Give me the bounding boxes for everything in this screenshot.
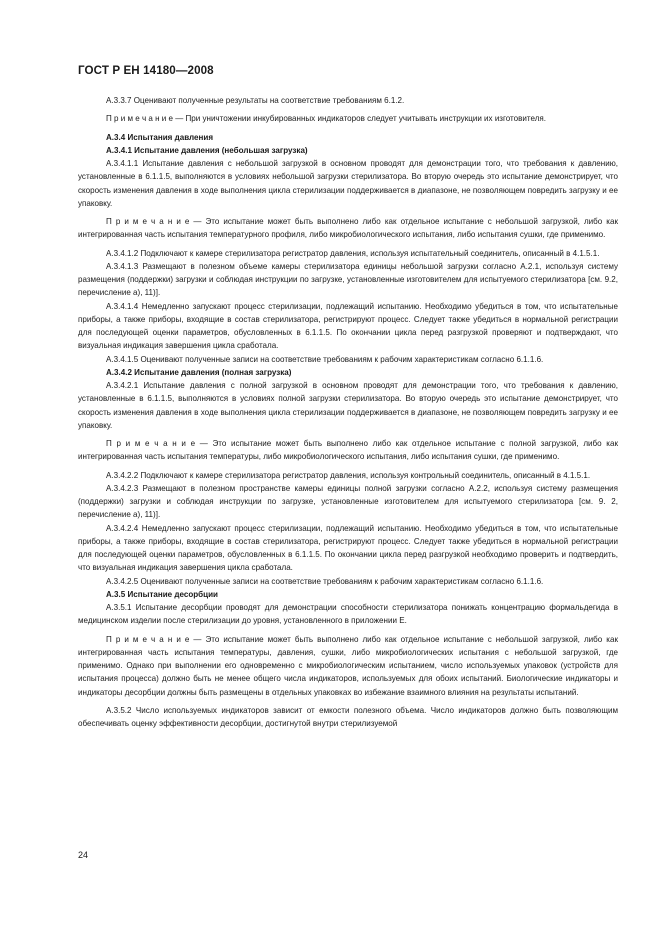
paragraph-a3-4-2-2: А.3.4.2.2 Подключают к камере стерилизатора регистратор давления, используя контрольный соединитель, описанный в 4.1.5.1. <box>106 470 591 480</box>
document-header: ГОСТ Р ЕН 14180—2008 <box>78 64 214 77</box>
paragraph-a3-4-1-3: А.3.4.1.3 Размещают в полезном объеме камеры стерилизатора единицы небольшой загрузки согласно А.2.1, используя систему размещения (поддержки) загрузки и соблюдая инструкции по загрузке, установленные изготовителем для испытуемого стерилизатора [см. 9.2, перечисление а), 11)]. <box>78 261 618 298</box>
section-heading-a3-4: А.3.4 Испытания давления <box>106 132 214 142</box>
note-paragraph: П р и м е ч а н и е — При уничтожении инкубированных индикаторов следует учитывать инструкции их изготовителя. <box>106 114 546 124</box>
note-paragraph: П р и м е ч а н и е — Это испытание может быть выполнено либо как отдельное испытание с небольшой загрузкой, либо как интегрированная часть испытания температурного профиля, либо микробиологического испытания, либо испытания сушки, где применимо. <box>78 217 618 240</box>
note-paragraph: П р и м е ч а н и е — Это испытание может быть выполнено либо как отдельное испытание с небольшой загрузкой, либо как интегрированная часть испытания температуры, давления, сушки, либо микробиологических испытания с небольшой загрузкой, где применимо. Однако при выполнении его одновременно с микробиологическим испытанием, число используемых упаковок (устройств для испытания процесса) должно быть не менее общего числа индикаторов, используемых для обоих испытаний. Биологические индикаторы и индикаторы десорбции должны быть размещены в отдельных упаковках во избежание взаимного влияния на результаты испытаний. <box>78 634 618 697</box>
note-paragraph: П р и м е ч а н и е — Это испытание может быть выполнено либо как отдельное испытание с полной загрузкой, либо как интегрированная часть испытания температуры, либо микробиологического испытания, либо испытания сушки, где применимо. <box>78 439 618 462</box>
paragraph-a3-4-2-3: А.3.4.2.3 Размещают в полезном пространстве камеры единицы полной загрузки согласно А.2.2, используя систему размещения (поддержки) загрузки и соблюдая инструкции по загрузке, установленные изготовителем для испытуемого стерилизатора [см. 9. 2, перечисление а), 11)]. <box>78 483 618 520</box>
paragraph-a3-4-1-5: А.3.4.1.5 Оценивают полученные записи на соответствие требованиям к рабочим характеристикам согласно 6.1.1.6. <box>106 354 544 364</box>
paragraph-a3-4-2-4: А.3.4.2.4 Немедленно запускают процесс стерилизации, подлежащий испытанию. Необходимо убедиться в том, что испытательные приборы, а также приборы, входящие в состав стерилизатора, регистрируют процесс. Следует также убедиться в нормальной регистрации для последующей оценки параметров, обусловленных в 6.1.1.5. По окончании цикла перед разгрузкой необходимо проверить и подтвердить, что визуальная индикация завершения цикла сработала. <box>78 523 618 573</box>
paragraph-a3-5-1: А.3.5.1 Испытание десорбции проводят для демонстрации способности стерилизатора понижать концентрацию формальдегида в медицинском изделии после стерилизации до уровня, установленного в приложении Е. <box>78 603 618 626</box>
paragraph-a3-4-2-1: А.3.4.2.1 Испытание давления с полной загрузкой в основном проводят для демонстрации того, что требования к давлению, установленные в 6.1.1.5, выполняются в условиях полной загрузки стерилизатора. Во вторую очередь это испытание демонстрирует, что скорость изменения давления в ходе выполнения цикла стерилизации поддерживается в диапазоне, не позволяющем повредить загрузку и ее упаковку. <box>78 381 618 430</box>
subsection-heading-a3-4-1: А.3.4.1 Испытание давления (небольшая загрузка) <box>106 145 308 155</box>
document-body <box>78 94 618 730</box>
paragraph-a3-5-2: А.3.5.2 Число используемых индикаторов зависит от емкости полезного объема. Число индикаторов должно быть позволяющим обеспечивать оценку эффективности десорбции, достигнутой внутри стерилизуемой <box>78 705 618 728</box>
paragraph-a3-3-7: А.3.3.7 Оценивают полученные результаты на соответствие требованиям 6.1.2. <box>106 96 405 105</box>
section-heading-a3-5: А.3.5 Испытание десорбции <box>106 589 218 599</box>
page-number: 24 <box>78 850 89 860</box>
subsection-heading-a3-4-2: А.3.4.2 Испытание давления (полная загрузка) <box>106 367 292 377</box>
paragraph-a3-4-1-1: А.3.4.1.1 Испытание давления с небольшой загрузкой в основном проводят для демонстрации того, что требования к давлению, установленные в 6.1.1.5, выполняются в условиях небольшой загрузки стерилизатора. Во вторую очередь это испытание демонстрирует, что скорость изменения давления в ходе выполнения цикла стерилизации поддерживается в диапазоне, не позволяющем повредить загрузку и ее упаковку. <box>78 159 618 208</box>
paragraph-a3-4-2-5: А.3.4.2.5 Оценивают полученные записи на соответствие требованиям к рабочим характеристикам согласно 6.1.1.6. <box>106 576 544 586</box>
paragraph-a3-4-1-2: А.3.4.1.2 Подключают к камере стерилизатора регистратор давления, используя испытательный соединитель, описанный в 4.1.5.1. <box>106 248 600 258</box>
paragraph-a3-4-1-4: А.3.4.1.4 Немедленно запускают процесс стерилизации, подлежащий испытанию. Необходимо убедиться в том, что испытательные приборы, а также приборы, входящие в состав стерилизатора, регистрируют процесс. Следует также убедиться в нормальной регистрации для последующей оценки параметров, обусловленных в 6.1.1.5. По окончании цикла перед разгрузкой проверяют и подтверждают, что визуальная индикация завершения цикла сработала. <box>78 301 618 351</box>
